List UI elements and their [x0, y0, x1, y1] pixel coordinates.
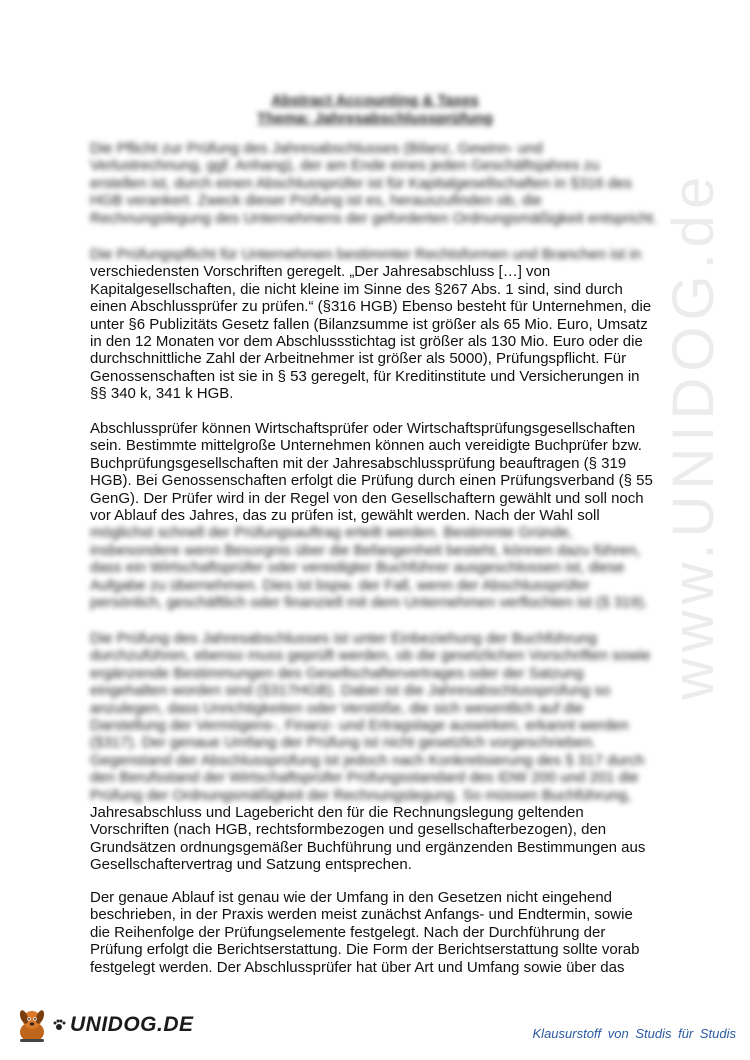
paragraph-4-blurred [90, 630, 650, 804]
text-line: Grundsätzen ordnungsgemäßer Buchführung und ergänzenden Bestimmungen aus [90, 838, 646, 856]
text-line: die Reihenfolge der Prüfungselemente festgelegt. Nach der Durchführung der [90, 923, 606, 941]
text-line: Gesellschaftervertrag und Satzung entsprechen. [90, 856, 412, 874]
title-line-1: Abstract Accounting & Taxes [271, 92, 479, 109]
text-line: dass ein Wirtschaftsprüfer oder vereidigter Buchführer ausgeschlossen ist, diese [90, 559, 625, 577]
paragraph-3-clear [90, 420, 653, 525]
text-line: ergänzende Bestimmungen des Gesellschaftervertrages oder der Satzung [90, 664, 584, 682]
text-line: Rechnungslegung des Unternehmens der geforderten Ordnungsmäßigkeit entspricht. [90, 209, 657, 227]
text-line: eingehalten worden sind (§317HGB). Dabei ist die Jahresabschlussprüfung so [90, 682, 611, 700]
title-line-2: Thema: Jahresabschlussprüfung [257, 110, 493, 127]
text-line: Der genaue Ablauf ist genau wie der Umfang in den Gesetzen nicht eingehend [90, 889, 613, 906]
text-line: möglichst schnell der Prüfungsauftrag erteilt werden. Bestimmte Gründe, [90, 524, 573, 542]
text-line: anzulegen, dass Unrichtigkeiten oder Verstöße, die sich wesentlich auf die [90, 699, 584, 717]
paragraph-3 [90, 420, 653, 612]
text-line: Aufgabe zu übernehmen. Dies ist bspw. der Fall, wenn der Abschlussprüfer [90, 576, 590, 594]
paragraph-4-clear [90, 804, 650, 874]
text-line: Kapitalgesellschaften, die nicht kleine im Sinne des §267 Abs. 1 sind, sind durch [90, 280, 623, 298]
text-line: insbesondere wenn Besorgnis über die Befangenheit besteht, können dazu führen, [90, 541, 641, 559]
text-line: in den 12 Monaten vor dem Abschlussstichtag ist größer als 130 Mio. Euro oder die [90, 333, 643, 351]
text-line: Genossenschaften ist sie in § 53 geregelt, für Kreditinstitute und Versicherungen in [90, 367, 640, 385]
text-line: Gegenstand der Abschlussprüfung ist jedoch nach Konkretisierung des § 317 durch [90, 751, 645, 769]
paragraph-3-blurred [90, 524, 650, 611]
text-line: Abschlussprüfer können Wirtschaftsprüfer oder Wirtschaftsprüfungsgesellschaften [90, 420, 636, 437]
text-line: §§ 340 k, 341 k HGB. [90, 385, 234, 403]
text-line: durchzuführen, ebenso muss geprüft werden, ob die gesetzlichen Vorschriften sowie [90, 647, 651, 665]
watermark: www.UNIDOG.de [661, 170, 726, 700]
text-line: Die Pflicht zur Prüfung des Jahresabschlusses (Bilanz, Gewinn- und [90, 140, 543, 157]
text-line: festgelegt werden. Der Abschlussprüfer hat über Art und Umfang sowie über das [90, 958, 625, 976]
document-title [0, 92, 750, 128]
paragraph-1 [90, 140, 657, 227]
logo-text: UNIDOG.DE [70, 1013, 194, 1036]
paw-icon [52, 1018, 66, 1032]
paragraph-2-blurred [90, 246, 650, 263]
text-line: durchschnittliche Zahl der Arbeitnehmer ist größer als 5000), Prüfungspflicht. Für [90, 350, 627, 368]
text-line: unter §6 Publizitäts Gesetz fallen (Bilanzsumme ist größer als 65 Mio. Euro, Umsatz [90, 315, 648, 333]
text-line: erstellen ist, durch einen Abschlussprüfer ist für Kapitalgesellschaften in §316 des [90, 174, 632, 192]
paragraph-2-clear [90, 263, 650, 402]
dog-mascot-icon [14, 1005, 50, 1045]
paragraph-5 [90, 889, 650, 976]
text-line: HGB). Bei Genossenschaften erfolgt die Prüfung durch einen Prüfungsverband (§ 55 [90, 472, 653, 490]
text-line: Buchprüfungsgesellschaften mit der Jahresabschlussprüfung beauftragen (§ 319 [90, 454, 627, 472]
text-line: sein. Bestimmte mittelgroße Unternehmen können auch vereidigte Buchprüfer bzw. [90, 437, 642, 455]
text-line: vor Ablauf des Jahres, das zu prüfen ist, gewählt werden. Nach der Wahl soll [90, 507, 600, 525]
text-line: (§317). Der genaue Umfang der Prüfung ist nicht gesetzlich vorgeschrieben. [90, 734, 597, 752]
text-line: Jahresabschluss und Lagebericht den für die Rechnungslegung geltenden [90, 804, 584, 822]
paragraph-4 [90, 630, 650, 874]
text-line: Vorschriften (nach HGB, rechtsformbezogen und gesellschafterbezogen), den [90, 821, 607, 839]
text-line: persönlich, geschäftlich oder finanziell mit dem Unternehmen verflochten ist (§ 319). [90, 594, 648, 612]
footer-logo [14, 1005, 194, 1045]
text-line: beschrieben, in der Praxis werden meist zunächst Anfangs- und Endtermin, sowie [90, 906, 633, 924]
text-line: Die Prüfung des Jahresabschlusses ist unter Einbeziehung der Buchführung [90, 630, 597, 647]
text-line: den Berufsstand der Wirtschaftsprüfer Prüfungsstandard des IDW 200 und 201 die [90, 769, 639, 787]
text-line: HGB verankert. Zweck dieser Prüfung ist es, herauszufinden ob, die [90, 192, 542, 210]
text-line: Prüfung der Ordnungsmäßigkeit der Rechnungslegung. So müssen Buchführung, [90, 786, 632, 804]
text-line: Prüfung erfolgt die Berichtserstattung. Die Form der Berichtserstattung sollte vorab [90, 941, 640, 959]
paragraph-2 [90, 246, 650, 403]
text-line: Die Prüfungspflicht für Unternehmen bestimmter Rechtsformen und Branchen ist in [90, 246, 642, 263]
text-line: einen Abschlussprüfer zu prüfen.“ (§316 HGB) Ebenso besteht für Unternehmen, die [90, 298, 652, 316]
footer-slogan: Klausurstoff von Studis für Studis [532, 1026, 736, 1041]
text-line: Darstellung der Vermögens-, Finanz- und Ertragslage auswirken, erkannt werden [90, 717, 629, 735]
text-line: GenG). Der Prüfer wird in der Regel von den Gesellschaftern gewählt und soll noch [90, 489, 644, 507]
text-line: Verlustrechnung, ggf. Anhang), der am Ende eines jeden Geschäftsjahres zu [90, 157, 600, 175]
text-line: verschiedensten Vorschriften geregelt. „Der Jahresabschluss […] von [90, 263, 551, 281]
